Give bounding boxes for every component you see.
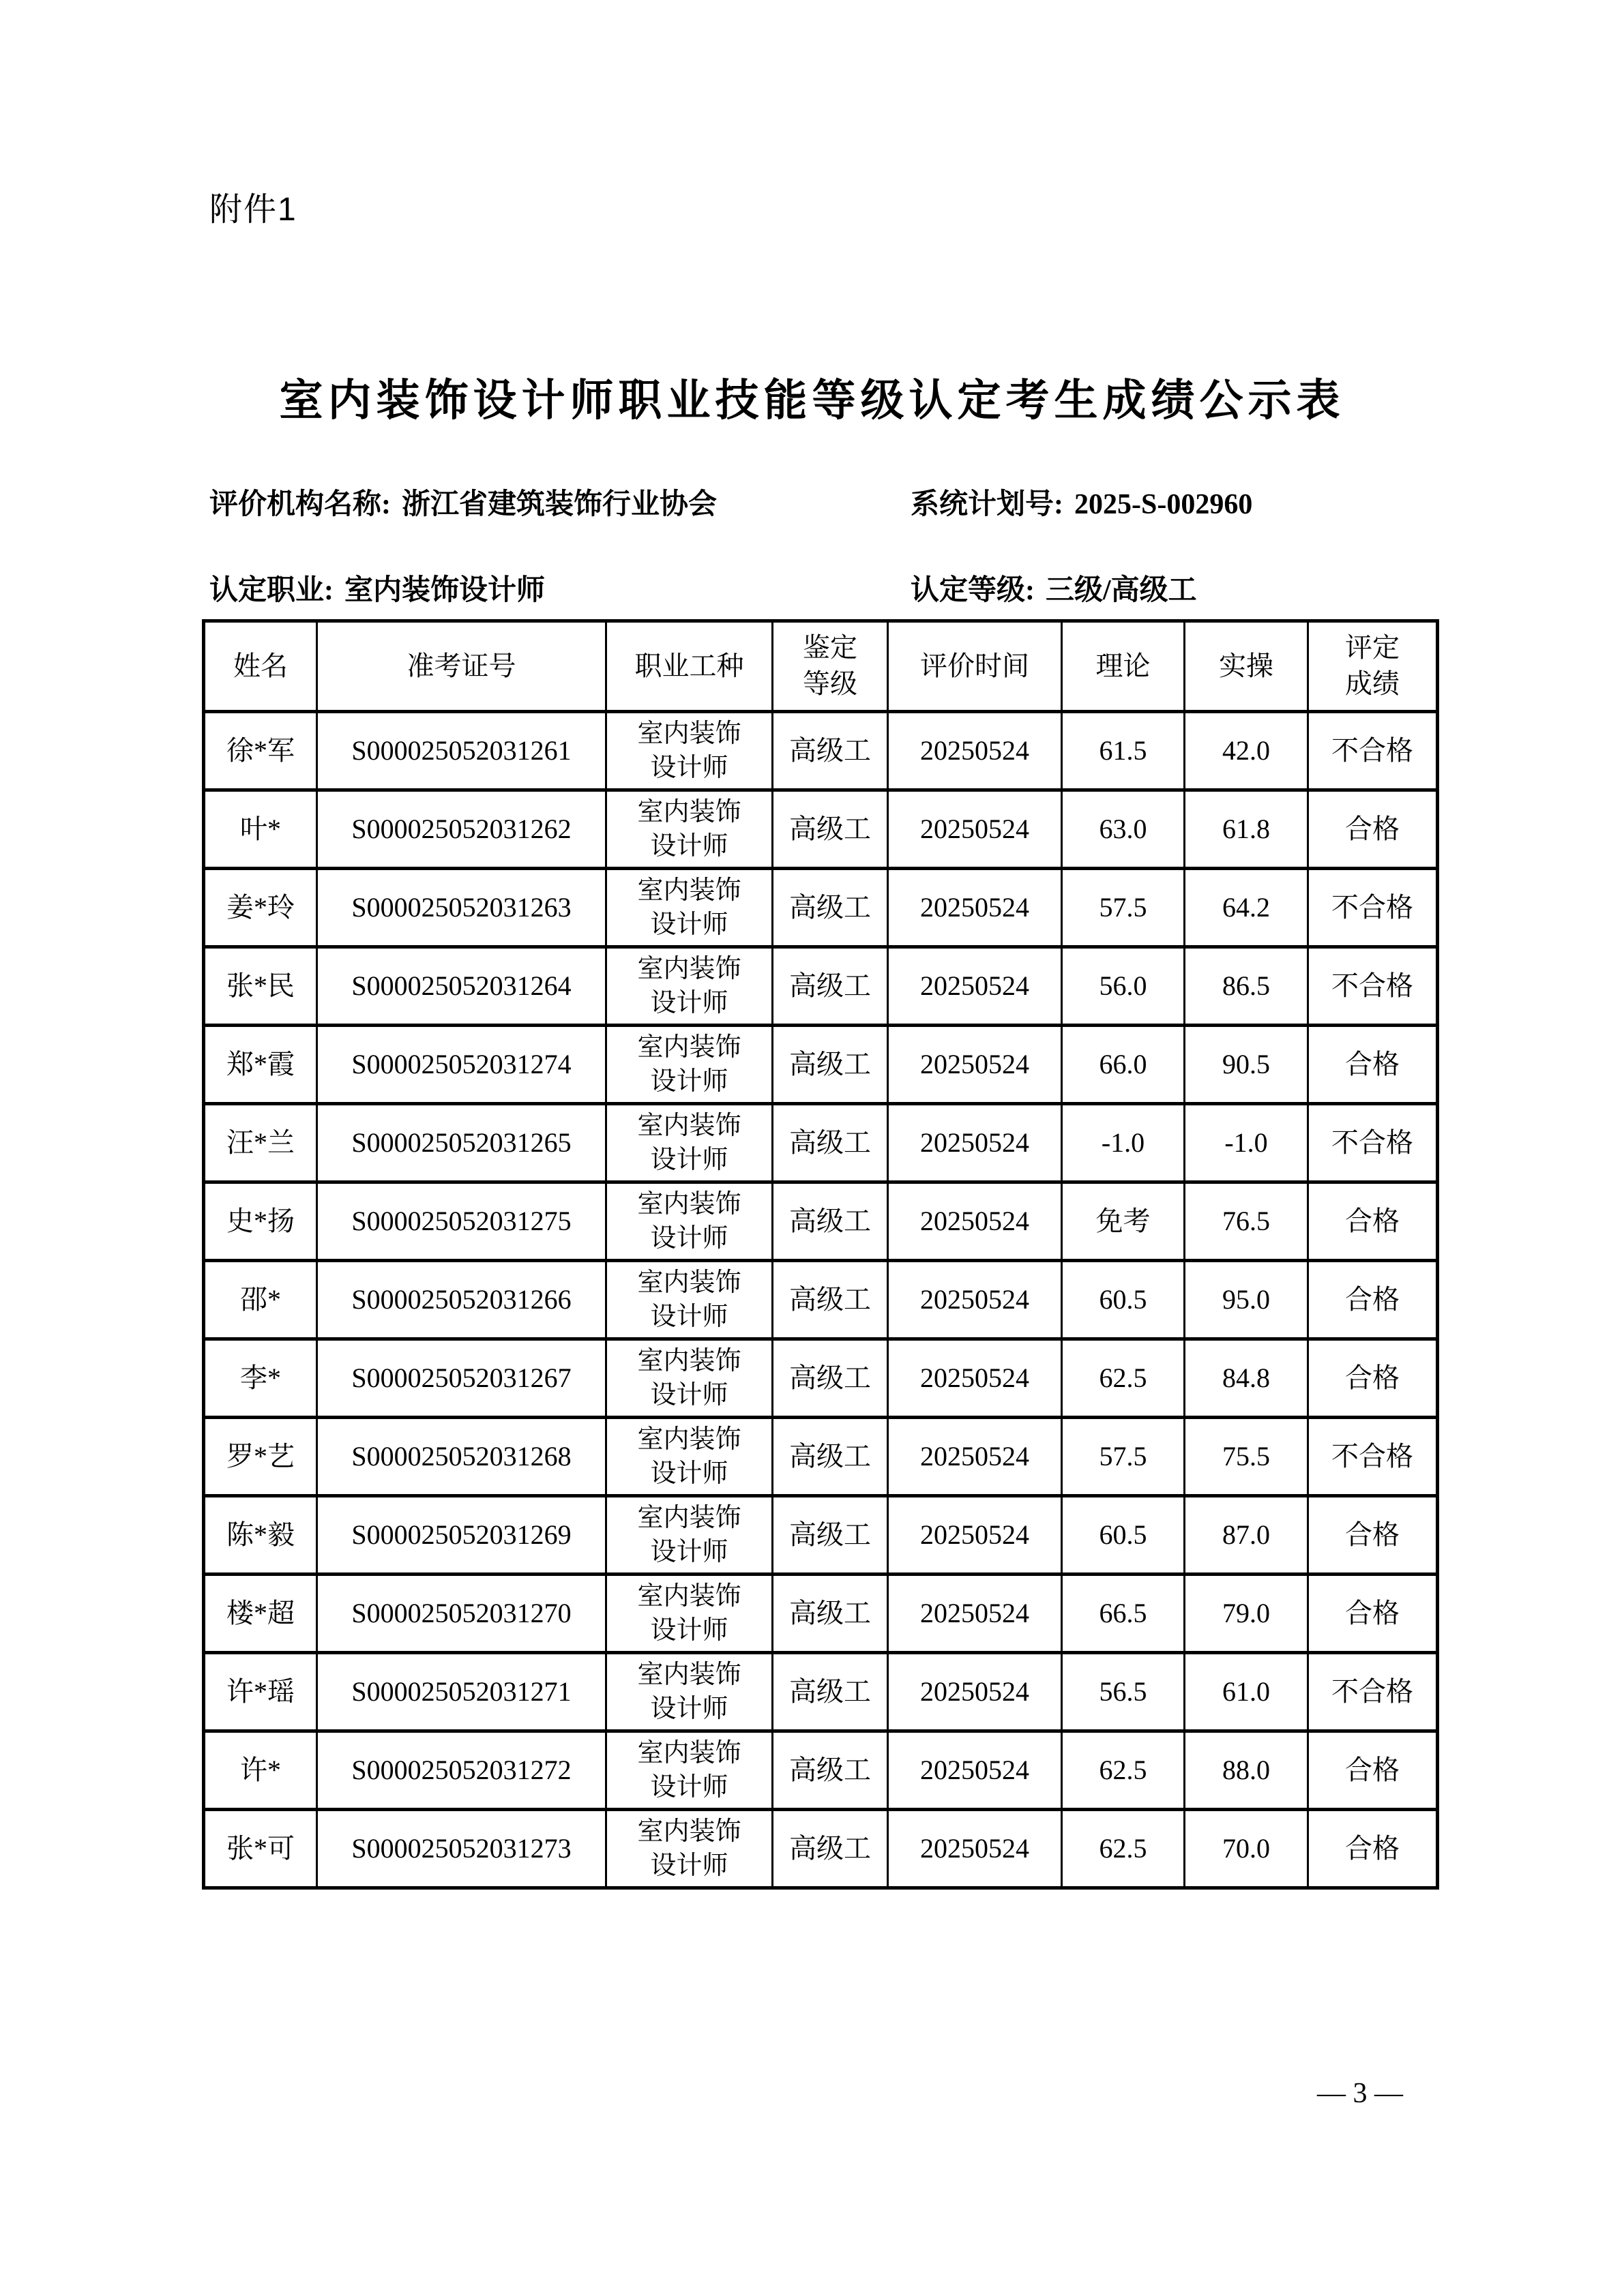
table-row bbox=[204, 712, 1438, 790]
cell-assessment-level: 高级工 bbox=[773, 1182, 888, 1261]
meta-agency-value: 浙江省建筑装饰行业协会 bbox=[402, 489, 718, 520]
table-row bbox=[204, 1026, 1438, 1104]
cell-assessment-level: 高级工 bbox=[773, 869, 888, 947]
cell-eval-date: 20250524 bbox=[888, 1104, 1062, 1182]
cell-name: 邵* bbox=[204, 1261, 317, 1339]
cell-assessment-level: 高级工 bbox=[773, 1810, 888, 1888]
cell-result: 合格 bbox=[1308, 1496, 1438, 1575]
header-result: 评定成绩 bbox=[1308, 621, 1438, 712]
cell-theory-score: 免考 bbox=[1062, 1182, 1185, 1261]
cell-name: 姜*玲 bbox=[204, 869, 317, 947]
cell-name: 陈*毅 bbox=[204, 1496, 317, 1575]
cell-result: 不合格 bbox=[1308, 1653, 1438, 1731]
cell-assessment-level: 高级工 bbox=[773, 1731, 888, 1810]
cell-exam-number: S000025052031264 bbox=[317, 947, 606, 1026]
cell-result: 不合格 bbox=[1308, 947, 1438, 1026]
page-title: 室内装饰设计师职业技能等级认定考生成绩公示表 bbox=[279, 376, 1345, 425]
cell-assessment-level: 高级工 bbox=[773, 1104, 888, 1182]
cell-eval-date: 20250524 bbox=[888, 1731, 1062, 1810]
cell-practical-score: 86.5 bbox=[1185, 947, 1308, 1026]
cell-practical-score: 75.5 bbox=[1185, 1418, 1308, 1496]
cell-name: 汪*兰 bbox=[204, 1104, 317, 1182]
cell-theory-score: 56.5 bbox=[1062, 1653, 1185, 1731]
cell-exam-number: S000025052031267 bbox=[317, 1339, 606, 1418]
cell-assessment-level: 高级工 bbox=[773, 1261, 888, 1339]
cell-theory-score: 62.5 bbox=[1062, 1810, 1185, 1888]
cell-eval-date: 20250524 bbox=[888, 869, 1062, 947]
cell-theory-score: -1.0 bbox=[1062, 1104, 1185, 1182]
cell-eval-date: 20250524 bbox=[888, 1653, 1062, 1731]
cell-occupation: 室内装饰设计师 bbox=[606, 1731, 773, 1810]
cell-theory-score: 61.5 bbox=[1062, 712, 1185, 790]
cell-occupation: 室内装饰设计师 bbox=[606, 790, 773, 869]
cell-theory-score: 60.5 bbox=[1062, 1261, 1185, 1339]
cell-theory-score: 57.5 bbox=[1062, 869, 1185, 947]
header-eval-date: 评价时间 bbox=[888, 621, 1062, 712]
cell-practical-score: 88.0 bbox=[1185, 1731, 1308, 1810]
meta-plan-label: 系统计划号: bbox=[911, 489, 1063, 520]
cell-practical-score: 61.0 bbox=[1185, 1653, 1308, 1731]
cell-occupation: 室内装饰设计师 bbox=[606, 1104, 773, 1182]
cell-eval-date: 20250524 bbox=[888, 1026, 1062, 1104]
cell-practical-score: 61.8 bbox=[1185, 790, 1308, 869]
cell-exam-number: S000025052031268 bbox=[317, 1418, 606, 1496]
cell-occupation: 室内装饰设计师 bbox=[606, 1026, 773, 1104]
cell-assessment-level: 高级工 bbox=[773, 1418, 888, 1496]
cell-result: 合格 bbox=[1308, 1339, 1438, 1418]
cell-assessment-level: 高级工 bbox=[773, 712, 888, 790]
header-theory-score: 理论 bbox=[1062, 621, 1185, 712]
meta-level-value: 三级/高级工 bbox=[1046, 575, 1197, 606]
cell-eval-date: 20250524 bbox=[888, 1575, 1062, 1653]
cell-occupation: 室内装饰设计师 bbox=[606, 1653, 773, 1731]
cell-assessment-level: 高级工 bbox=[773, 1496, 888, 1575]
cell-practical-score: 70.0 bbox=[1185, 1810, 1308, 1888]
cell-eval-date: 20250524 bbox=[888, 790, 1062, 869]
meta-occupation bbox=[209, 567, 545, 608]
meta-occupation-value: 室内装饰设计师 bbox=[344, 575, 546, 606]
cell-name: 叶* bbox=[204, 790, 317, 869]
table-row bbox=[204, 790, 1438, 869]
cell-exam-number: S000025052031273 bbox=[317, 1810, 606, 1888]
cell-occupation: 室内装饰设计师 bbox=[606, 1261, 773, 1339]
cell-eval-date: 20250524 bbox=[888, 947, 1062, 1026]
cell-practical-score: 76.5 bbox=[1185, 1182, 1308, 1261]
cell-result: 合格 bbox=[1308, 1575, 1438, 1653]
cell-exam-number: S000025052031261 bbox=[317, 712, 606, 790]
header-practical-score: 实操 bbox=[1185, 621, 1308, 712]
table-row bbox=[204, 869, 1438, 947]
cell-practical-score: -1.0 bbox=[1185, 1104, 1308, 1182]
cell-occupation: 室内装饰设计师 bbox=[606, 712, 773, 790]
cell-result: 不合格 bbox=[1308, 712, 1438, 790]
cell-practical-score: 79.0 bbox=[1185, 1575, 1308, 1653]
cell-name: 楼*超 bbox=[204, 1575, 317, 1653]
cell-result: 合格 bbox=[1308, 790, 1438, 869]
cell-occupation: 室内装饰设计师 bbox=[606, 1496, 773, 1575]
cell-result: 合格 bbox=[1308, 1261, 1438, 1339]
cell-occupation: 室内装饰设计师 bbox=[606, 1182, 773, 1261]
cell-theory-score: 63.0 bbox=[1062, 790, 1185, 869]
cell-theory-score: 62.5 bbox=[1062, 1731, 1185, 1810]
cell-name: 许*瑶 bbox=[204, 1653, 317, 1731]
table-row bbox=[204, 1418, 1438, 1496]
cell-practical-score: 84.8 bbox=[1185, 1339, 1308, 1418]
cell-result: 合格 bbox=[1308, 1182, 1438, 1261]
cell-theory-score: 66.0 bbox=[1062, 1026, 1185, 1104]
table-row bbox=[204, 1104, 1438, 1182]
header-name: 姓名 bbox=[204, 621, 317, 712]
cell-exam-number: S000025052031275 bbox=[317, 1182, 606, 1261]
cell-occupation: 室内装饰设计师 bbox=[606, 947, 773, 1026]
header-assessment-level: 鉴定等级 bbox=[773, 621, 888, 712]
cell-assessment-level: 高级工 bbox=[773, 1026, 888, 1104]
cell-exam-number: S000025052031265 bbox=[317, 1104, 606, 1182]
table-header-row bbox=[204, 621, 1438, 712]
cell-name: 张*可 bbox=[204, 1810, 317, 1888]
cell-eval-date: 20250524 bbox=[888, 1810, 1062, 1888]
table-row bbox=[204, 1182, 1438, 1261]
cell-theory-score: 66.5 bbox=[1062, 1575, 1185, 1653]
cell-occupation: 室内装饰设计师 bbox=[606, 1810, 773, 1888]
cell-name: 郑*霞 bbox=[204, 1026, 317, 1104]
meta-plan bbox=[911, 481, 1252, 522]
cell-occupation: 室内装饰设计师 bbox=[606, 1339, 773, 1418]
cell-theory-score: 57.5 bbox=[1062, 1418, 1185, 1496]
meta-plan-value: 2025-S-002960 bbox=[1074, 489, 1253, 520]
table-row bbox=[204, 947, 1438, 1026]
table-row bbox=[204, 1810, 1438, 1888]
cell-assessment-level: 高级工 bbox=[773, 1575, 888, 1653]
table-row bbox=[204, 1653, 1438, 1731]
cell-practical-score: 87.0 bbox=[1185, 1496, 1308, 1575]
cell-eval-date: 20250524 bbox=[888, 1339, 1062, 1418]
cell-result: 合格 bbox=[1308, 1731, 1438, 1810]
cell-eval-date: 20250524 bbox=[888, 1182, 1062, 1261]
cell-name: 徐*军 bbox=[204, 712, 317, 790]
cell-assessment-level: 高级工 bbox=[773, 790, 888, 869]
cell-eval-date: 20250524 bbox=[888, 712, 1062, 790]
cell-name: 张*民 bbox=[204, 947, 317, 1026]
cell-theory-score: 60.5 bbox=[1062, 1496, 1185, 1575]
cell-eval-date: 20250524 bbox=[888, 1496, 1062, 1575]
meta-level bbox=[911, 567, 1197, 608]
cell-exam-number: S000025052031271 bbox=[317, 1653, 606, 1731]
meta-agency bbox=[209, 481, 717, 522]
score-table bbox=[202, 619, 1439, 1890]
cell-eval-date: 20250524 bbox=[888, 1261, 1062, 1339]
page-number: — 3 — bbox=[1317, 2078, 1403, 2109]
cell-name: 李* bbox=[204, 1339, 317, 1418]
cell-exam-number: S000025052031270 bbox=[317, 1575, 606, 1653]
table-body bbox=[204, 712, 1438, 1888]
table-row bbox=[204, 1731, 1438, 1810]
cell-occupation: 室内装饰设计师 bbox=[606, 1418, 773, 1496]
cell-exam-number: S000025052031263 bbox=[317, 869, 606, 947]
cell-assessment-level: 高级工 bbox=[773, 1339, 888, 1418]
meta-occupation-label: 认定职业: bbox=[209, 575, 334, 606]
cell-eval-date: 20250524 bbox=[888, 1418, 1062, 1496]
cell-exam-number: S000025052031262 bbox=[317, 790, 606, 869]
cell-exam-number: S000025052031266 bbox=[317, 1261, 606, 1339]
meta-agency-label: 评价机构名称: bbox=[209, 489, 391, 520]
cell-result: 合格 bbox=[1308, 1026, 1438, 1104]
cell-theory-score: 56.0 bbox=[1062, 947, 1185, 1026]
cell-practical-score: 90.5 bbox=[1185, 1026, 1308, 1104]
cell-occupation: 室内装饰设计师 bbox=[606, 869, 773, 947]
cell-assessment-level: 高级工 bbox=[773, 1653, 888, 1731]
cell-practical-score: 64.2 bbox=[1185, 869, 1308, 947]
table-row bbox=[204, 1261, 1438, 1339]
cell-theory-score: 62.5 bbox=[1062, 1339, 1185, 1418]
cell-assessment-level: 高级工 bbox=[773, 947, 888, 1026]
attachment-label: 附件1 bbox=[209, 192, 297, 228]
cell-name: 史*扬 bbox=[204, 1182, 317, 1261]
meta-level-label: 认定等级: bbox=[911, 575, 1035, 606]
header-occupation: 职业工种 bbox=[606, 621, 773, 712]
cell-name: 许* bbox=[204, 1731, 317, 1810]
header-exam-number: 准考证号 bbox=[317, 621, 606, 712]
table-row bbox=[204, 1575, 1438, 1653]
cell-result: 合格 bbox=[1308, 1810, 1438, 1888]
cell-practical-score: 42.0 bbox=[1185, 712, 1308, 790]
cell-exam-number: S000025052031274 bbox=[317, 1026, 606, 1104]
cell-exam-number: S000025052031269 bbox=[317, 1496, 606, 1575]
cell-result: 不合格 bbox=[1308, 1104, 1438, 1182]
cell-exam-number: S000025052031272 bbox=[317, 1731, 606, 1810]
cell-practical-score: 95.0 bbox=[1185, 1261, 1308, 1339]
cell-result: 不合格 bbox=[1308, 869, 1438, 947]
table-row bbox=[204, 1496, 1438, 1575]
table-row bbox=[204, 1339, 1438, 1418]
cell-name: 罗*艺 bbox=[204, 1418, 317, 1496]
cell-result: 不合格 bbox=[1308, 1418, 1438, 1496]
cell-occupation: 室内装饰设计师 bbox=[606, 1575, 773, 1653]
